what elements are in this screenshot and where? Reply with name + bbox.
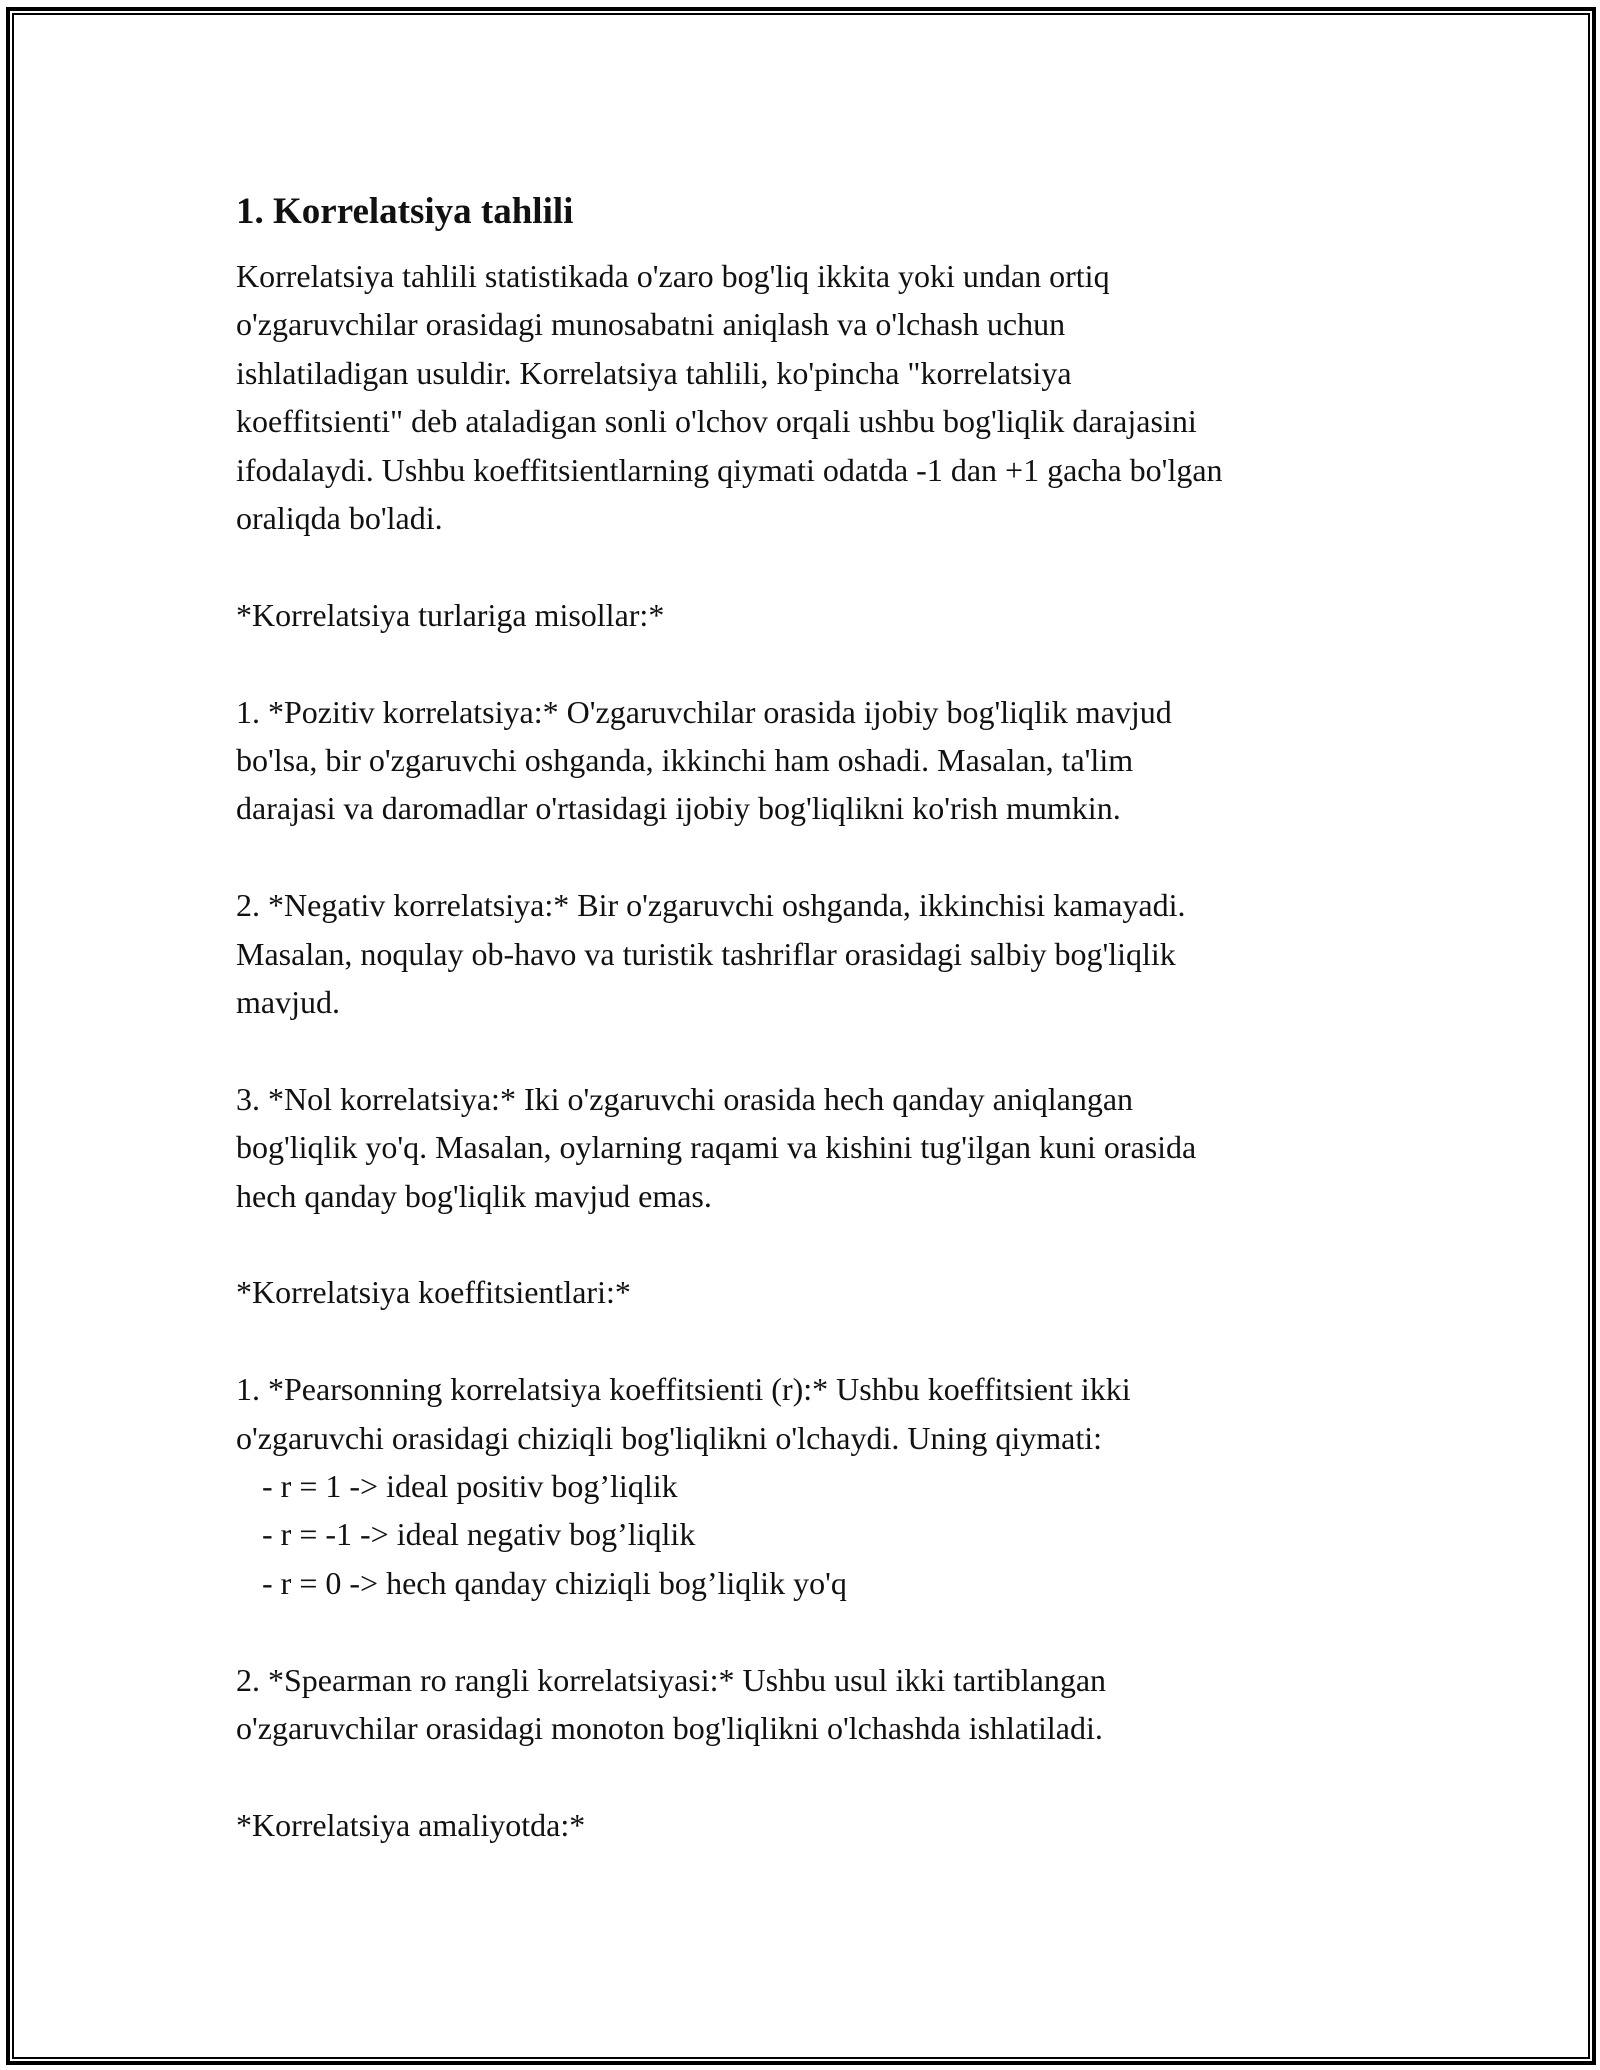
list-item: - r = 1 -> ideal positiv bog’liqlik [262,1468,678,1505]
document-body [236,186,1396,1898]
section-heading-practice [236,1801,1396,1849]
text-line: *Korrelatsiya turlariga misollar:* [236,596,665,633]
positive-correlation-paragraph [236,688,1396,833]
pearson-paragraph [236,1365,1396,1607]
text-line: oraliqda bo'ladi. [236,500,443,537]
list-item: - r = 0 -> hech qanday chiziqli bog’liqlik yo'q [262,1564,847,1601]
section-heading-correlation-types [236,591,1396,639]
text-line: koeffitsienti" deb ataladigan sonli o'lchov orqali ushbu bog'liqlik darajasini [236,403,1197,440]
intro-paragraph [236,252,1396,542]
text-line: 2. *Negativ korrelatsiya:* Bir o'zgaruvchi oshganda, ikkinchisi kamayadi. [236,887,1186,924]
text-line: o'zgaruvchi orasidagi chiziqli bog'liqlikni o'lchaydi. Uning qiymati: [236,1419,1103,1456]
text-line: ishlatiladigan usuldir. Korrelatsiya tahlili, ko'pincha "korrelatsiya [236,354,1072,391]
text-line: 1. *Pozitiv korrelatsiya:* O'zgaruvchilar orasida ijobiy bog'liqlik mavjud [236,693,1172,730]
text-line: o'zgaruvchilar orasidagi munosabatni aniqlash va o'lchash uchun [236,306,1066,343]
text-line: bo'lsa, bir o'zgaruvchi oshganda, ikkinchi ham oshadi. Masalan, ta'lim [236,742,1134,779]
text-line: hech qanday bog'liqlik mavjud emas. [236,1177,712,1214]
text-line: o'zgaruvchilar orasidagi monoton bog'liqlikni o'lchashda ishlatiladi. [236,1710,1103,1747]
spearman-paragraph [236,1656,1396,1753]
text-line: *Korrelatsiya amaliyotda:* [236,1806,586,1843]
list-item: - r = -1 -> ideal negativ bog’liqlik [262,1516,696,1553]
zero-correlation-paragraph [236,1075,1396,1220]
section-heading-coefficients [236,1268,1396,1316]
text-line: *Korrelatsiya koeffitsientlari:* [236,1274,631,1311]
document-title: 1. Korrelatsiya tahlili [236,191,574,232]
negative-correlation-paragraph [236,881,1396,1026]
text-line: 2. *Spearman ro rangli korrelatsiyasi:* Ushbu usul ikki tartiblangan [236,1661,1107,1698]
text-line: darajasi va daromadlar o'rtasidagi ijobiy bog'liqlikni ko'rish mumkin. [236,790,1121,827]
text-line: 1. *Pearsonning korrelatsiya koeffitsienti (r):* Ushbu koeffitsient ikki [236,1371,1131,1408]
text-line: mavjud. [236,984,340,1021]
text-line: ifodalaydi. Ushbu koeffitsientlarning qiymati odatda -1 dan +1 gacha bo'lgan [236,451,1223,488]
text-line: Masalan, noqulay ob-havo va turistik tashriflar orasidagi salbiy bog'liqlik [236,935,1176,972]
text-line: Korrelatsiya tahlili statistikada o'zaro bog'liq ikkita yoki undan ortiq [236,258,1110,294]
text-line: bog'liqlik yo'q. Masalan, oylarning raqami va kishini tug'ilgan kuni orasida [236,1129,1197,1166]
text-line: 3. *Nol korrelatsiya:* Iki o'zgaruvchi orasida hech qanday aniqlangan [236,1080,1134,1117]
